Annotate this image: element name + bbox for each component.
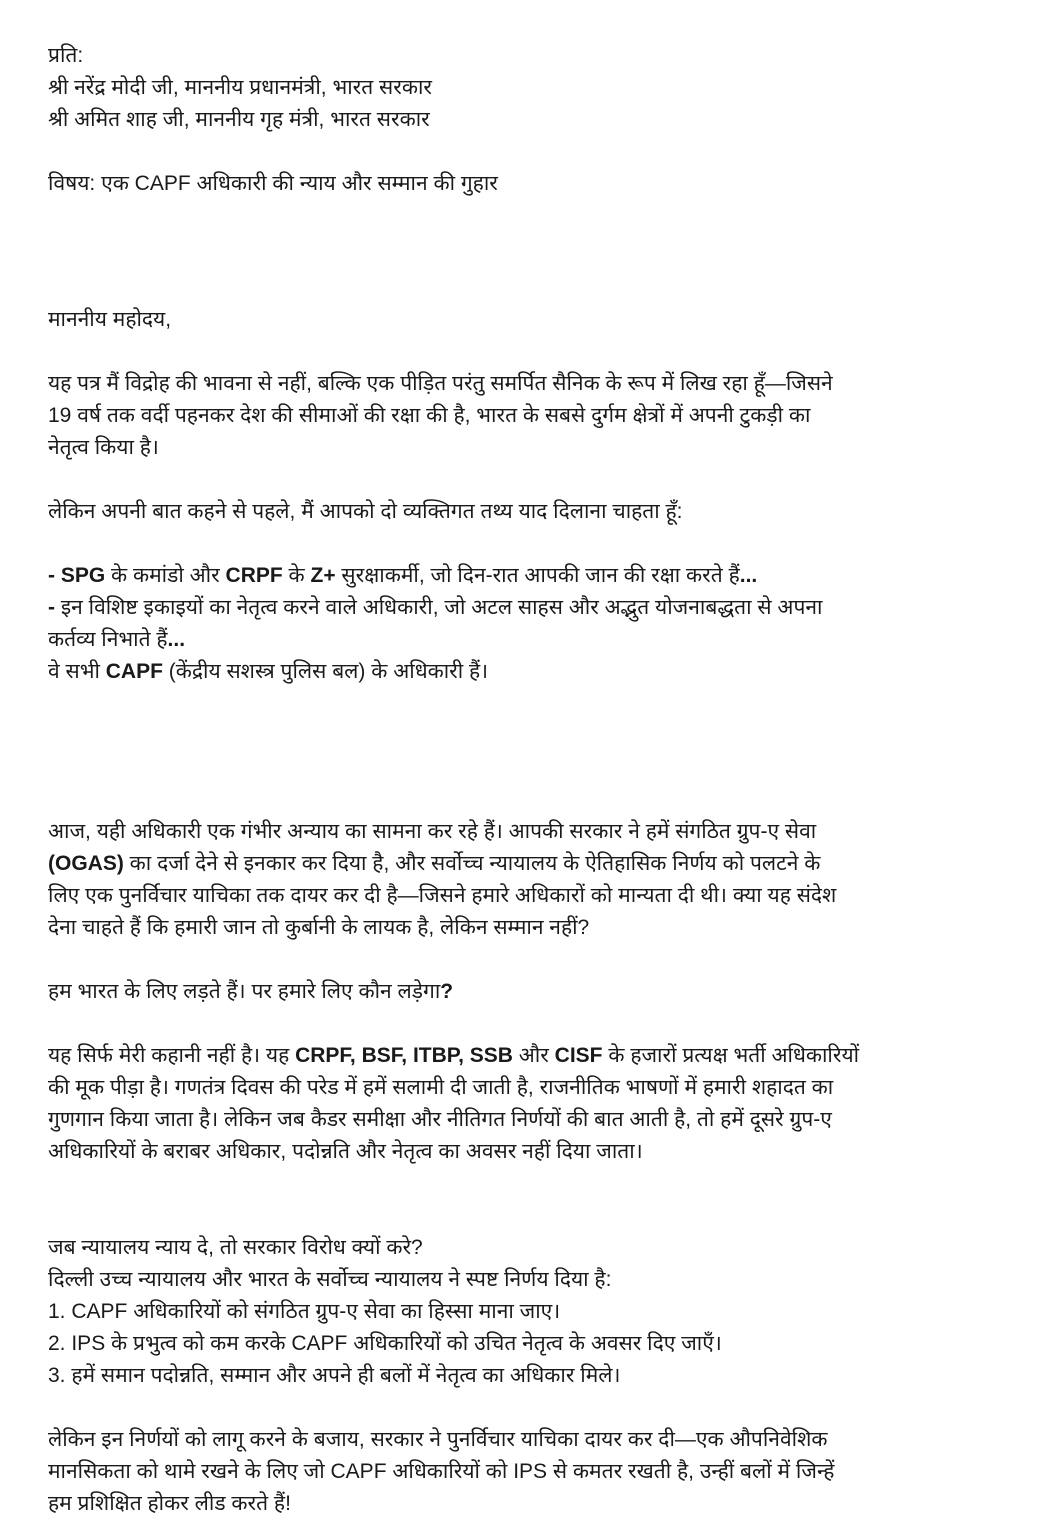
para3-line2-rest: का दर्जा देने से इनकार कर दिया है, और सर्वोच्च न्यायालय के ऐतिहासिक निर्णय को पलटने के [123,852,821,875]
para4-qmark: ? [440,980,454,1003]
ogas-text: (OGAS) [48,852,124,875]
para5-line2: की मूक पीड़ा है। गणतंत्र दिवस की परेड में हमें सलामी दी जाती है, राजनीतिक भाषणों में हमारी शहादत का [48,1076,834,1099]
para1-line2: 19 वर्ष तक वर्दी पहनकर देश की सीमाओं की रक्षा की है, भारत के सबसे दुर्गम क्षेत्रों में अपनी टुकड़ी का [48,404,811,427]
para7-line2: मानसिकता को थामे रखने के लिए जो CAPF अधिकारियों को IPS से कमतर रखती है, उन्हीं बलों में जिन्हें [48,1460,835,1483]
para3-line1: आज, यही अधिकारी एक गंभीर अन्याय का सामना कर रहे हैं। आपकी सरकार ने हमें संगठित ग्रुप-ए सेवा [48,820,817,843]
para5-line1 [48,1040,1031,1072]
bullet2-line2 [48,624,1031,656]
bullet1 [48,560,1031,592]
para5-line4: अधिकारियों के बराबर अधिकार, पदोन्नति और नेतृत्व का अवसर नहीं दिया जाता। [48,1140,643,1163]
subject-line: विषय: एक CAPF अधिकारी की न्याय और सम्मान की गुहार [48,172,498,195]
cisf-text: CISF [554,1044,603,1067]
para5-line3: गुणगान किया जाता है। लेकिन जब कैडर समीक्षा और नीतिगत निर्णयों की बात आती है, तो हमें दूसरे ग्रुप-ए [48,1108,832,1131]
para5-text2: और [512,1044,555,1067]
forces-text: CRPF, BSF, ITBP, SSB [295,1044,513,1067]
bullet2-line1 [48,592,1031,624]
para6-intro: दिल्ली उच्च न्यायालय और भारत के सर्वोच्च न्यायालय ने स्पष्ट निर्णय दिया है: [48,1268,612,1291]
para3-line4: देना चाहते हैं कि हमारी जान तो कुर्बानी के लायक है, लेकिन सम्मान नहीं? [48,916,590,939]
summary-text2: (केंद्रीय सशस्त्र पुलिस बल) के अधिकारी हैं। [162,660,489,683]
zplus-text: Z+ [310,564,336,587]
para3-line2 [48,848,1031,880]
para7-line3: हम प्रशिक्षित होकर लीड करते हैं! [48,1492,291,1515]
para1-line3: नेतृत्व किया है। [48,436,159,459]
crpf-text: CRPF [225,564,283,587]
bullet1-text3: सुरक्षाकर्मी, जो दिन-रात आपकी जान की रक्षा करते हैं [335,564,740,587]
recipient-pm: श्री नरेंद्र मोदी जी, माननीय प्रधानमंत्री, भारत सरकार [48,76,432,99]
para4-text: हम भारत के लिए लड़ते हैं। पर हमारे लिए कौन लड़ेगा [48,980,441,1003]
para2: लेकिन अपनी बात कहने से पहले, मैं आपको दो व्यक्तिगत तथ्य याद दिलाना चाहता हूँ: [48,500,683,523]
bullet-summary [48,656,1031,688]
point-1: 1. CAPF अधिकारियों को संगठित ग्रुप-ए सेवा का हिस्सा माना जाए। [48,1300,561,1323]
para3-line3: लिए एक पुनर्विचार याचिका तक दायर कर दी है—जिसने हमारे अधिकारों को मान्यता दी थी। क्या यह संदेश [48,884,837,907]
para5-text1: यह सिर्फ मेरी कहानी नहीं है। यह [48,1044,296,1067]
summary-text1: वे सभी [48,660,106,683]
para4 [48,976,1031,1008]
capf-text: CAPF [105,660,163,683]
bullet1-dash: - [48,564,61,587]
para1-line1: यह पत्र मैं विद्रोह की भावना से नहीं, बल्कि एक पीड़ित परंतु समर्पित सैनिक के रूप में लिख रहा हूँ—जिसने [48,372,833,395]
bullet2-text2: कर्तव्य निभाते हैं [48,628,168,651]
bullet2-ellipsis: ... [167,628,186,651]
point-3: 3. हमें समान पदोन्नति, सम्मान और अपने ही बलों में नेतृत्व का अधिकार मिले। [48,1364,621,1387]
bullet2-dash: - [48,596,61,619]
bullet1-ellipsis: ... [739,564,758,587]
para6-question: जब न्यायालय न्याय दे, तो सरकार विरोध क्यों करे? [48,1236,423,1259]
bullet2-text1: इन विशिष्ट इकाइयों का नेतृत्व करने वाले अधिकारी, जो अटल साहस और अद्भुत योजनाबद्धता से अपना [60,596,823,619]
para5-text3: के हजारों प्रत्यक्ष भर्ती अधिकारियों [602,1044,860,1067]
salutation: माननीय महोदय, [48,308,172,331]
point-2: 2. IPS के प्रभुत्व को कम करके CAPF अधिकारियों को उचित नेतृत्व के अवसर दिए जाएँ। [48,1332,722,1355]
bullet1-text2: के [282,564,311,587]
bullet1-text1: के कमांडो और [105,564,226,587]
to-label: प्रति: [48,44,84,67]
para7-line1: लेकिन इन निर्णयों को लागू करने के बजाय, सरकार ने पुनर्विचार याचिका दायर कर दी—एक औपनिवेशिक [48,1428,828,1451]
spg-text: SPG [60,564,106,587]
recipient-hm: श्री अमित शाह जी, माननीय गृह मंत्री, भारत सरकार [48,108,430,131]
